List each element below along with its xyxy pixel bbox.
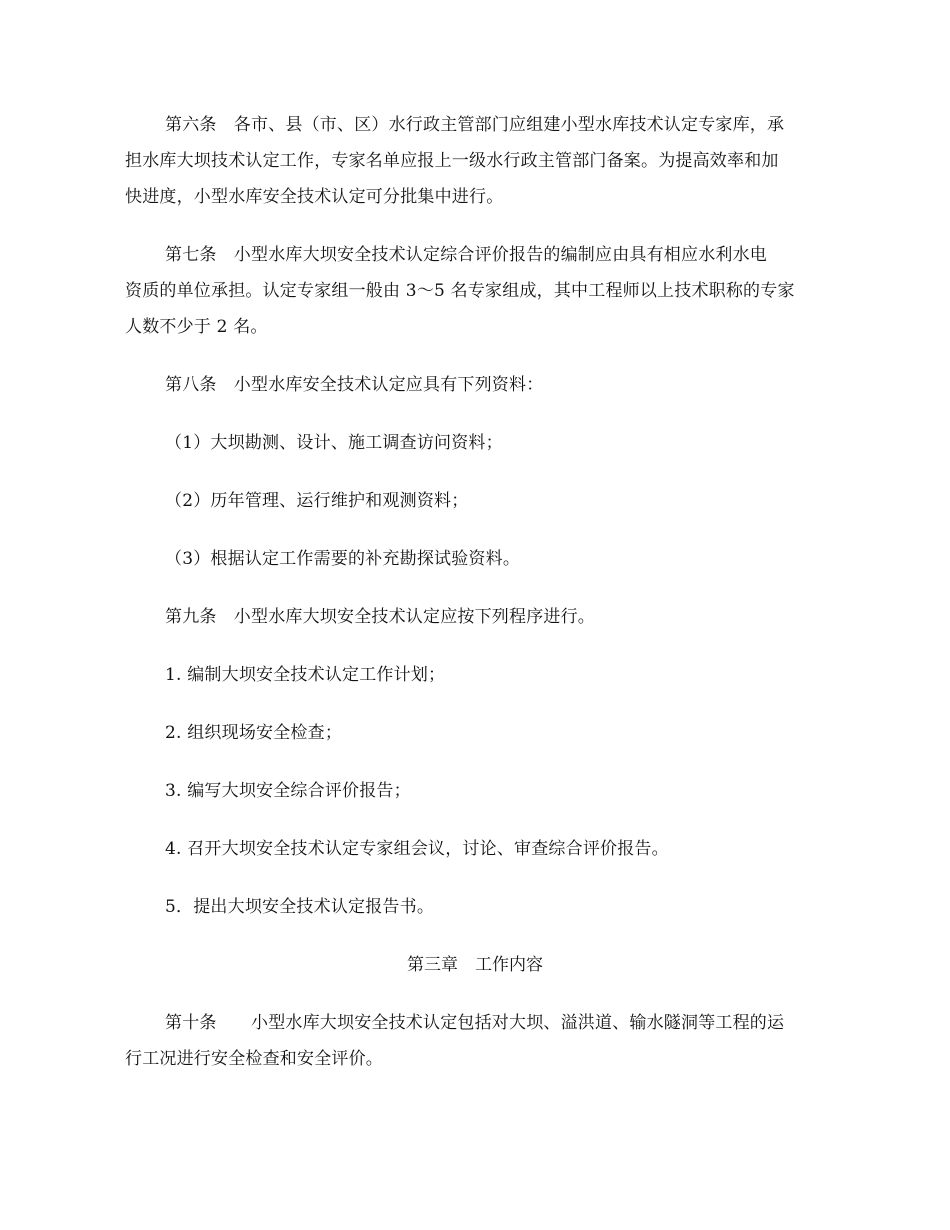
article-9-step-4: 4. 召开大坝安全技术认定专家组会议，讨论、审查综合评价报告。 [165, 839, 669, 859]
article-9-step-2: 2. 组织现场安全检查； [165, 723, 343, 743]
article-10-line-2: 行工况进行安全检查和安全评价。 [125, 1049, 383, 1069]
chapter-3-heading: 第三章 工作内容 [407, 955, 543, 975]
article-6-line-2: 担水库大坝技术认定工作，专家名单应报上一级水行政主管部门备案。为提高效率和加 [125, 151, 779, 171]
article-10-line-1: 第十条 小型水库大坝安全技术认定包括对大坝、溢洪道、输水隧洞等工程的运 [165, 1013, 785, 1033]
article-7-line-3: 人数不少于 2 名。 [125, 317, 268, 337]
article-6-line-1: 第六条 各市、县（市、区）水行政主管部门应组建小型水库技术认定专家库，承 [165, 115, 785, 135]
article-9-step-1: 1. 编制大坝安全技术认定工作计划； [165, 665, 446, 685]
article-8-item-2: （2）历年管理、运行维护和观测资料； [165, 491, 469, 511]
article-8-item-3: （3）根据认定工作需要的补充勘探试验资料。 [165, 549, 521, 569]
article-7-line-2: 资质的单位承担。认定专家组一般由 3～5 名专家组成，其中工程师以上技术职称的专家 [125, 281, 795, 301]
article-8-item-1: （1）大坝勘测、设计、施工调查访问资料； [165, 433, 503, 453]
article-9-heading: 第九条 小型水库大坝安全技术认定应按下列程序进行。 [165, 607, 595, 627]
article-6-line-3: 快进度，小型水库安全技术认定可分批集中进行。 [125, 187, 504, 207]
article-7-line-1: 第七条 小型水库大坝安全技术认定综合评价报告的编制应由具有相应水利水电 [165, 245, 767, 265]
article-9-step-5: 5．提出大坝安全技术认定报告书。 [165, 897, 435, 917]
article-9-step-3: 3. 编写大坝安全综合评价报告； [165, 781, 411, 801]
article-8-heading: 第八条 小型水库安全技术认定应具有下列资料： [165, 375, 544, 395]
